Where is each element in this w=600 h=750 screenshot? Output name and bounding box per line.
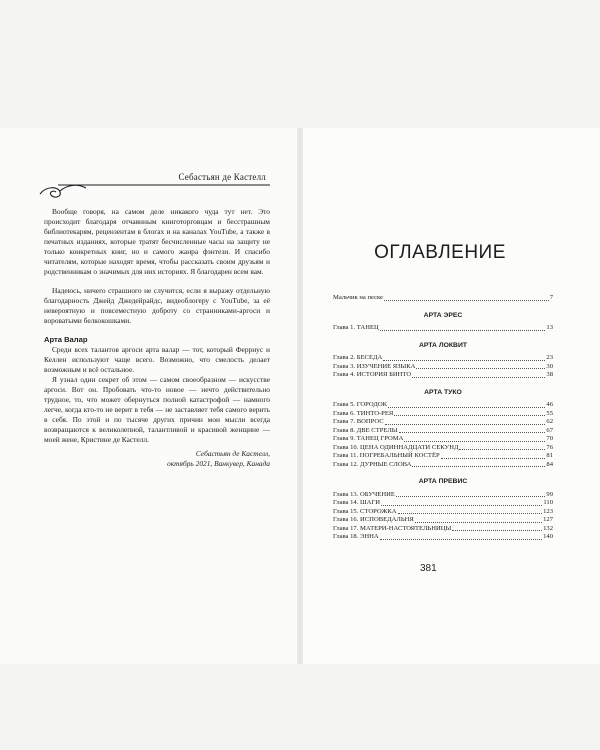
- toc-entry-page: 23: [546, 354, 553, 361]
- toc-entry-page: 46: [546, 401, 553, 408]
- ornamental-rule: [38, 182, 270, 200]
- toc-leader-dots: [380, 322, 546, 331]
- toc-leader-dots: [396, 489, 546, 498]
- toc-entry[interactable]: [333, 371, 553, 380]
- toc-entry-label: Глава 17. МАТЕРИ-НАСТОЯТЕЛЬНИЦЫ: [333, 524, 452, 532]
- toc-entry-page: 62: [546, 418, 553, 425]
- toc-entry-page: 13: [546, 324, 553, 331]
- toc-entry-label: Глава 2. БЕСЕДА: [333, 354, 383, 361]
- running-head-text: Себастьян де Кастелл: [178, 172, 266, 182]
- toc-entry[interactable]: [333, 533, 553, 542]
- toc-entry-page: 30: [546, 362, 553, 370]
- toc-entry-prologue[interactable]: [333, 294, 553, 303]
- toc-entry-label: Глава 11. ПОГРЕБАЛЬНЫЙ КОСТЁР: [333, 452, 440, 459]
- toc-entry-page: 99: [546, 490, 553, 498]
- paragraph: Надеюсь, ничего страшного не случится, если я выражу отдельную благодарность Джейд Джедейрайдс, видеоблогеру с YouTube, за её невероятную и повсеместную доброту со странниками-аргоси и вороватыми белкокошками.: [44, 285, 270, 325]
- toc-entry-page: 55: [546, 409, 553, 417]
- toc-leader-dots: [383, 352, 545, 361]
- toc-entry-page: 123: [543, 507, 553, 515]
- toc-title: ОГЛАВЛЕНИЕ: [374, 242, 506, 263]
- toc-entry-page: 7: [549, 294, 553, 301]
- toc-leader-dots: [384, 292, 549, 301]
- toc-section-heading: АРТА ЛОКВИТ: [418, 341, 468, 349]
- toc-entry-label: Глава 10. ЦЕНА ОДИННАДЦАТИ СЕКУНД: [333, 443, 459, 451]
- toc-entry-label: Глава 9. ТАНЕЦ ГРОМА: [333, 435, 404, 442]
- section-heading: Арта Валар: [44, 335, 88, 345]
- toc-section-heading: АРТА ТУКО: [424, 388, 462, 396]
- toc-entry-page: 127: [543, 516, 553, 523]
- toc-entry-label: Глава 14. ШАГИ: [333, 499, 381, 506]
- toc-entry[interactable]: [333, 324, 553, 333]
- toc-entry-page: 67: [546, 426, 553, 434]
- toc-entry-label: Глава 8. ДВЕ СТРЕЛЫ: [333, 426, 398, 434]
- toc-entry-page: 84: [546, 460, 553, 468]
- toc-section-heading: АРТА ЭРЕС: [423, 311, 463, 319]
- toc-entry[interactable]: [333, 461, 553, 470]
- toc-entry-label: Глава 7. ВОПРОС: [333, 418, 384, 425]
- toc-section-heading: АРТА ПРЕВИС: [418, 478, 468, 485]
- toc-entry-label: Глава 15. СТОРОЖКА: [333, 507, 397, 515]
- page-number: 381: [420, 563, 437, 574]
- paragraph: Вообще говоря, на самом деле никакого чуда тут нет. Это происходит благодаря отчаянным книготорговцам и бесстрашным библиотекарям, рецензентам в блогах и на каналах YouTube, а также в печатных изданиях, которые тратят бесчисленные часы на защиту не только конкретных книг, но и самого жанра фэнтези. И спасибо читателям, которые находят время, чтобы рассказать своим друзьям и родственникам о значимых для них историях. Я благодарен всем вам.: [44, 207, 270, 276]
- toc-leader-dots: [381, 497, 542, 506]
- paragraph: Я узнал один секрет об этом — самом своеобразном — искусстве аргоси. Вот он. Пробовать что-то новое — нечто действительно трудное, то, что может обернуться полной катастрофой — намного легче, когда кто-то не верит в тебя — не заставляет тебя самого верить в себя. По этой и по тысяче других причин мои мысли всегда возвращаются к великолепной, талантливой и красивой женщине — моей жене, Кристине де Кастелл.: [44, 375, 270, 445]
- toc-leader-dots: [398, 506, 543, 515]
- paragraph: Среди всех талантов аргоси арта валар — тот, который Ферриус и Келлен используют чаще всего. Возможно, что смелость делает возможным и всё остальное.: [44, 345, 270, 375]
- toc-leader-dots: [394, 408, 545, 417]
- signature-name: Себастьян де Кастелл,: [195, 448, 270, 458]
- toc-leader-dots: [380, 531, 542, 540]
- toc-entry-page: 140: [543, 533, 553, 540]
- toc-entry-label: Глава 13. ОБУЧЕНИЕ: [333, 490, 395, 498]
- book-gutter: [297, 128, 303, 664]
- toc-entry-page: 38: [546, 371, 553, 378]
- toc-leader-dots: [415, 514, 542, 523]
- toc-entry-page: 81: [546, 452, 553, 459]
- toc-entry-page: 132: [543, 524, 553, 532]
- toc-leader-dots: [452, 523, 542, 532]
- toc-leader-dots: [385, 416, 546, 425]
- toc-leader-dots: [388, 399, 545, 408]
- toc-leader-dots: [416, 361, 545, 370]
- toc-leader-dots: [412, 369, 545, 378]
- toc-entry-label: Глава 18. ЭННА: [333, 533, 379, 540]
- toc-entry-label: Глава 1. ТАНЕЦ: [333, 324, 379, 331]
- toc-entry-label: Глава 4. ИСТОРИЯ БИНТО: [333, 371, 412, 378]
- toc-entry-page: 76: [546, 443, 553, 451]
- running-head: [38, 172, 268, 182]
- toc-leader-dots: [459, 442, 545, 451]
- toc-entry-label: Глава 3. ИЗУЧЕНИЕ ЯЗЫКА: [333, 362, 416, 370]
- signature: [44, 449, 270, 469]
- toc-leader-dots: [404, 433, 545, 442]
- toc-leader-dots: [441, 450, 546, 459]
- toc-entry-label: Мальчик на песке: [333, 294, 383, 301]
- toc-leader-dots: [399, 425, 546, 434]
- toc-leader-dots: [412, 459, 545, 468]
- signature-place-date: октябрь 2021, Ванкувер, Канада: [167, 458, 270, 468]
- toc-entry-page: 110: [543, 499, 553, 506]
- acknowledgements-text: [44, 207, 270, 469]
- toc-entry-label: Глава 5. ГОРОДОК: [333, 401, 387, 408]
- toc-entry-label: Глава 12. ДУРНЫЕ СЛОВА: [333, 460, 412, 468]
- table-of-contents: [333, 294, 553, 542]
- toc-entry-label: Глава 6. ТИНТО-РЕЯ: [333, 409, 394, 417]
- toc-entry-label: Глава 16. ИСПОВЕДАЛЬНЯ: [333, 516, 414, 523]
- toc-entry-page: 70: [546, 435, 553, 442]
